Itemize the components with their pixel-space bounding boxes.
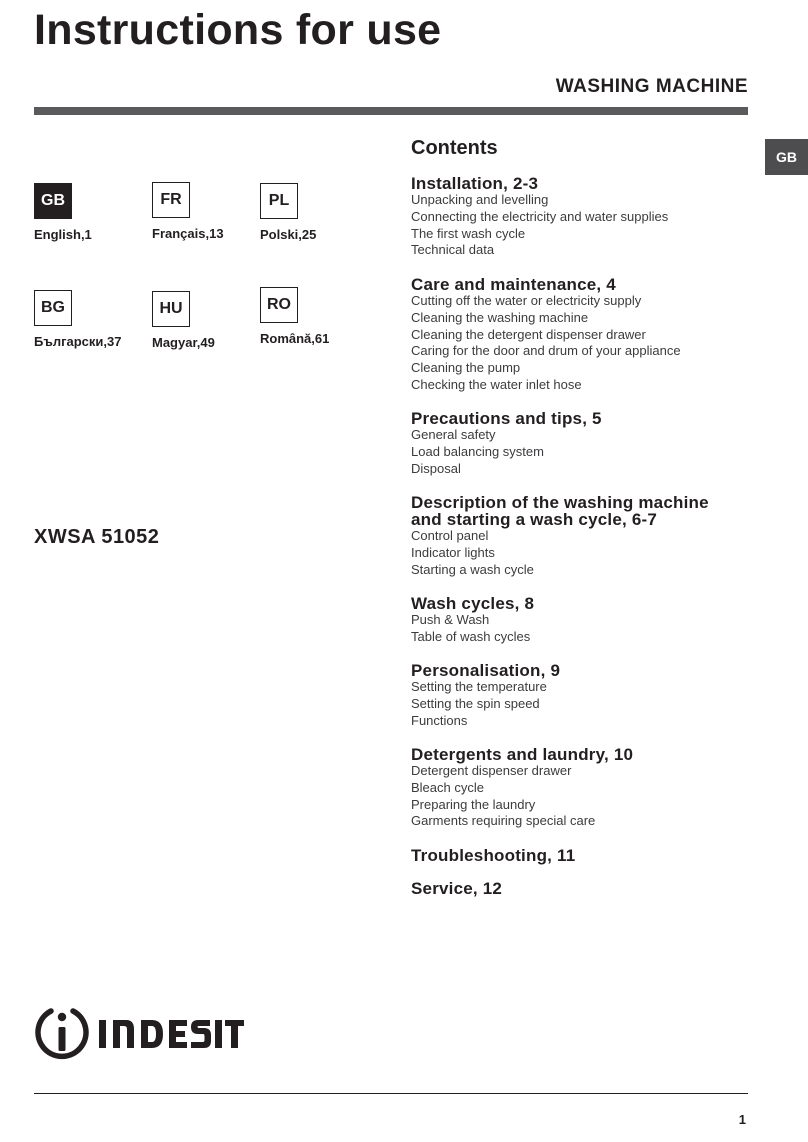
toc-item[interactable]: Functions [411, 712, 468, 728]
language-ro[interactable] [260, 287, 370, 346]
toc-item[interactable]: Cleaning the washing machine [411, 309, 589, 325]
language-label: Български,37 [34, 334, 122, 349]
toc-section-wash-cycles [411, 595, 751, 646]
language-label: Magyar,49 [152, 335, 215, 350]
language-code-box: GB [34, 183, 72, 219]
toc-section-title[interactable]: Installation, 2-3 [411, 174, 539, 193]
toc-item[interactable]: Load balancing system [411, 443, 544, 459]
language-label: English,1 [34, 227, 92, 242]
toc-item[interactable]: Bleach cycle [411, 779, 484, 795]
toc-item[interactable]: Starting a wash cycle [411, 561, 534, 577]
language-gb[interactable] [34, 183, 144, 242]
language-hu[interactable] [152, 291, 262, 350]
language-code-box: FR [152, 182, 190, 218]
toc-item[interactable]: Setting the spin speed [411, 695, 540, 711]
contents-heading: Contents [411, 137, 498, 159]
toc-section-title[interactable]: Wash cycles, 8 [411, 594, 535, 613]
product-type: WASHING MACHINE [555, 76, 748, 97]
toc-section-title-line1[interactable]: Description of the washing machine [411, 493, 709, 512]
toc-section-precautions [411, 410, 751, 477]
toc-item[interactable]: Cutting off the water or electricity supply [411, 293, 642, 308]
toc-item[interactable]: Cleaning the pump [411, 360, 521, 376]
toc-item[interactable]: The first wash cycle [411, 225, 526, 241]
model-number: XWSA 51052 [34, 526, 160, 548]
toc-item[interactable]: Setting the temperature [411, 679, 547, 694]
language-label: Français,13 [152, 226, 224, 241]
toc-section-title[interactable]: Detergents and laundry, 10 [411, 745, 634, 764]
toc-item[interactable]: Checking the water inlet hose [411, 376, 582, 392]
footer-divider [34, 1093, 748, 1094]
language-code-box: PL [260, 183, 298, 219]
header-divider [34, 107, 748, 115]
toc-section-installation [411, 175, 751, 259]
toc-item[interactable]: Unpacking and levelling [411, 192, 549, 207]
language-side-tab: GB [765, 139, 808, 175]
toc-section-title[interactable]: Precautions and tips, 5 [411, 409, 602, 428]
toc-item[interactable]: Connecting the electricity and water supplies [411, 208, 669, 224]
toc-item[interactable]: Preparing the laundry [411, 796, 536, 812]
toc-item[interactable]: Control panel [411, 528, 489, 543]
toc-section-title[interactable]: Personalisation, 9 [411, 661, 561, 680]
toc-item[interactable]: General safety [411, 427, 496, 442]
toc-section-personalisation [411, 662, 751, 729]
language-code-box: BG [34, 290, 72, 326]
toc-item[interactable]: Caring for the door and drum of your appliance [411, 343, 681, 359]
indesit-logo-icon [34, 1005, 244, 1063]
toc-item[interactable]: Detergent dispenser drawer [411, 763, 572, 778]
language-label: Română,61 [260, 331, 330, 346]
toc-item[interactable]: Disposal [411, 460, 461, 476]
toc-item[interactable]: Push & Wash [411, 612, 490, 627]
toc-section-care [411, 276, 751, 394]
toc-section-title[interactable]: Service, 12 [411, 879, 503, 898]
language-fr[interactable] [152, 182, 262, 241]
toc-section-troubleshooting [411, 847, 751, 864]
toc-section-title-line2[interactable]: and starting a wash cycle, 6-7 [411, 510, 657, 529]
language-code-box: RO [260, 287, 298, 323]
toc-section-service [411, 880, 751, 897]
toc-section-description [411, 494, 751, 578]
language-pl[interactable] [260, 183, 370, 242]
toc-item[interactable]: Table of wash cycles [411, 628, 531, 644]
toc-section-detergents [411, 746, 751, 830]
language-code-box: HU [152, 291, 190, 327]
language-bg[interactable] [34, 290, 144, 349]
toc-item[interactable]: Technical data [411, 242, 495, 258]
toc-item[interactable]: Garments requiring special care [411, 813, 596, 829]
toc-item[interactable]: Cleaning the detergent dispenser drawer [411, 326, 646, 342]
page-title: Instructions for use [34, 6, 442, 54]
language-label: Polski,25 [260, 227, 317, 242]
toc-section-title[interactable]: Troubleshooting, 11 [411, 846, 576, 865]
toc-item[interactable]: Indicator lights [411, 544, 495, 560]
toc-section-title[interactable]: Care and maintenance, 4 [411, 275, 616, 294]
page-number: 1 [738, 1112, 746, 1127]
